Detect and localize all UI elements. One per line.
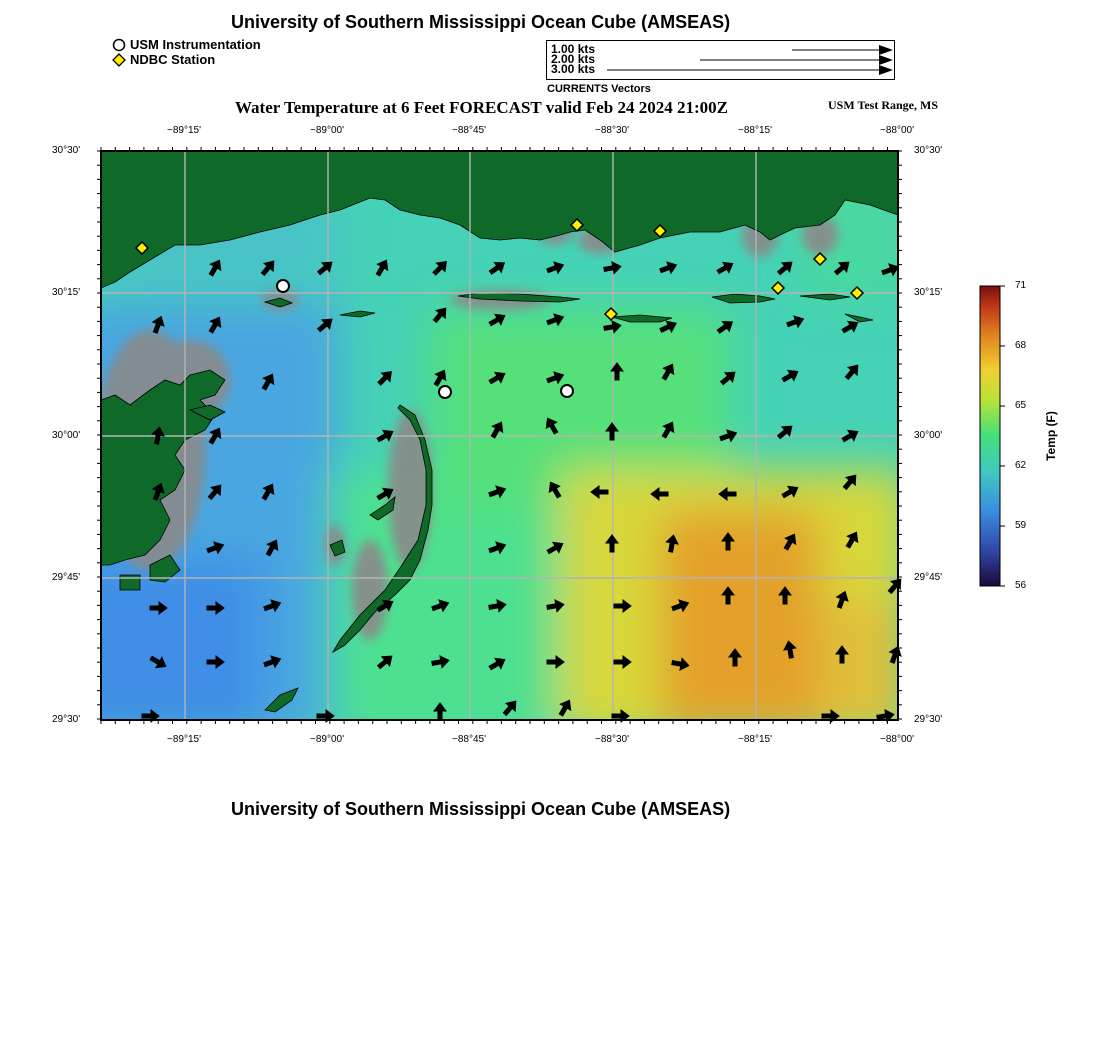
usm-legend-label: USM Instrumentation — [130, 37, 261, 52]
vector-legend-label-2: 2.00 kts — [551, 52, 596, 66]
lat-label-left-3: 30°00' — [52, 430, 81, 441]
map-subtitle: Water Temperature at 6 Feet FORECAST valid Feb 24 2024 21:00Z — [235, 98, 728, 117]
usm-station-marker — [561, 385, 573, 397]
ndbc-legend-label: NDBC Station — [130, 52, 216, 67]
vector-legend-caption: CURRENTS Vectors — [547, 83, 651, 95]
lon-label-top-5: −88°15' — [738, 125, 772, 136]
lon-label-top-3: −88°45' — [452, 125, 486, 136]
colorbar-tick-65: 65 — [1015, 400, 1027, 411]
lon-label-bottom-6: −88°00' — [880, 734, 914, 745]
lon-label-bottom-2: −89°00' — [310, 734, 344, 745]
footer-title: University of Southern Mississippi Ocean Cube (AMSEAS) — [231, 799, 731, 819]
lon-label-bottom-3: −88°45' — [452, 734, 486, 745]
lon-label-bottom-4: −88°30' — [595, 734, 629, 745]
colorbar-tick-68: 68 — [1015, 340, 1027, 351]
lon-label-top-6: −88°00' — [880, 125, 914, 136]
region-label: USM Test Range, MS — [828, 98, 939, 112]
page-title: University of Southern Mississippi Ocean Cube (AMSEAS) — [231, 12, 731, 32]
lon-label-bottom-5: −88°15' — [738, 734, 772, 745]
colorbar-tick-59: 59 — [1015, 520, 1027, 531]
lat-label-right-3: 30°00' — [914, 430, 943, 441]
lat-label-left-5: 29°30' — [52, 714, 81, 725]
colorbar-label: Temp (F) — [1044, 411, 1058, 461]
colorbar-tick-62: 62 — [1015, 460, 1027, 471]
lon-label-top-4: −88°30' — [595, 125, 629, 136]
colorbar-tick-71: 71 — [1015, 280, 1027, 291]
colorbar-tick-56: 56 — [1015, 580, 1027, 591]
lat-label-left-2: 30°15' — [52, 287, 81, 298]
lat-label-left-1: 30°30' — [52, 145, 81, 156]
colorbar-scale — [980, 286, 1000, 586]
lon-label-top-2: −89°00' — [310, 125, 344, 136]
usm-station-marker — [277, 280, 289, 292]
lon-label-top-1: −89°15' — [167, 125, 201, 136]
lat-label-left-4: 29°45' — [52, 572, 81, 583]
lat-label-right-5: 29°30' — [914, 714, 943, 725]
vector-legend-label-3: 3.00 kts — [551, 62, 596, 76]
lat-label-right-2: 30°15' — [914, 287, 943, 298]
lon-label-bottom-1: −89°15' — [167, 734, 201, 745]
vector-legend-label-1: 1.00 kts — [551, 42, 596, 56]
lat-label-right-4: 29°45' — [914, 572, 943, 583]
lat-label-right-1: 30°30' — [914, 145, 943, 156]
usm-station-marker — [439, 386, 451, 398]
colorbar-ticks — [1000, 286, 1005, 586]
